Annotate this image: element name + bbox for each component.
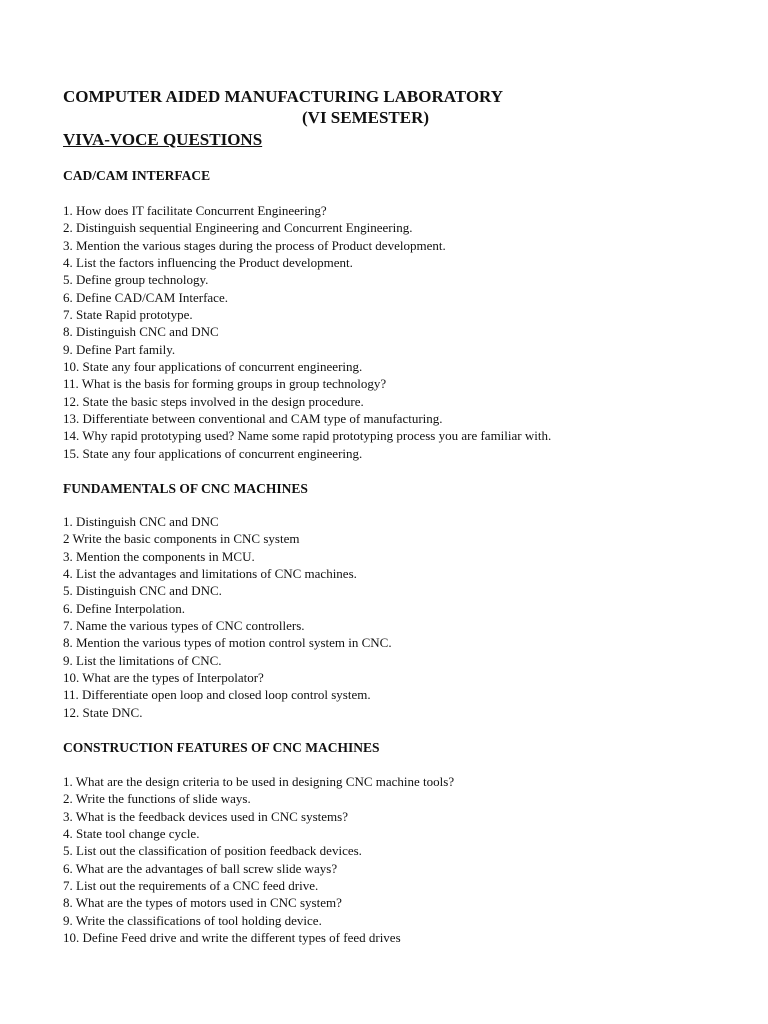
list-item: 8. Distinguish CNC and DNC [63,324,219,340]
list-item: 4. List the factors influencing the Product development. [63,255,353,271]
section-heading-cad-cam-interface: CAD/CAM INTERFACE [63,168,211,183]
list-item: 6. Define CAD/CAM Interface. [63,289,228,305]
list-item: 1. How does IT facilitate Concurrent Engineering? [63,203,327,218]
list-item: 6. What are the advantages of ball screw slide ways? [63,860,338,876]
list-item: 4. List the advantages and limitations of CNC machines. [63,566,357,582]
list-item: 7. List out the requirements of a CNC feed drive. [63,878,319,894]
list-item: 12. State the basic steps involved in the design procedure. [63,393,364,409]
list-item: 7. Name the various types of CNC controllers. [63,618,305,634]
list-item: 12. State DNC. [63,704,143,720]
list-item: 10. Define Feed drive and write the different types of feed drives [63,930,401,946]
list-item: 2. Distinguish sequential Engineering and Concurrent Engineering. [63,220,413,236]
list-item: 8. What are the types of motors used in CNC system? [63,895,342,911]
list-item: 5. Define group technology. [63,272,209,288]
viva-voce-heading: VIVA-VOCE QUESTIONS [63,130,263,149]
list-item: 13. Differentiate between conventional and CAM type of manufacturing. [63,411,443,427]
section-heading-fundamentals-of-cnc: FUNDAMENTALS OF CNC MACHINES [63,481,308,496]
question-list-cad-cam-interface [63,202,551,462]
list-item: 10. State any four applications of concurrent engineering. [63,359,363,375]
list-item: 6. Define Interpolation. [63,600,186,616]
question-list-fundamentals-of-cnc [63,513,392,721]
list-item: 1. Distinguish CNC and DNC [63,514,219,529]
document-title: COMPUTER AIDED MANUFACTURING LABORATORY [63,87,503,106]
list-item: 4. State tool change cycle. [63,826,200,842]
list-item: 3. Mention the various stages during the process of Product development. [63,237,446,253]
list-item: 7. State Rapid prototype. [63,307,193,323]
list-item: 9. List the limitations of CNC. [63,652,222,668]
list-item: 5. Distinguish CNC and DNC. [63,583,222,599]
semester-label: (VI SEMESTER) [302,108,430,127]
list-item: 9. Write the classifications of tool holding device. [63,912,322,928]
list-item: 10. What are the types of Interpolator? [63,670,264,686]
list-item: 3. What is the feedback devices used in CNC systems? [63,808,348,824]
list-item: 3. Mention the components in MCU. [63,548,255,564]
list-item: 8. Mention the various types of motion control system in CNC. [63,635,392,651]
list-item: 11. Differentiate open loop and closed loop control system. [63,687,371,703]
list-item: 15. State any four applications of concurrent engineering. [63,445,363,461]
list-item: 2. Write the functions of slide ways. [63,791,251,807]
list-item: 2 Write the basic components in CNC system [63,531,300,547]
section-heading-construction-features: CONSTRUCTION FEATURES OF CNC MACHINES [63,740,380,755]
list-item: 14. Why rapid prototyping used? Name some rapid prototyping process you are familiar with. [63,428,552,444]
question-list-construction-features [63,773,454,946]
list-item: 11. What is the basis for forming groups in group technology? [63,376,387,392]
list-item: 1. What are the design criteria to be used in designing CNC machine tools? [63,774,455,789]
list-item: 5. List out the classification of position feedback devices. [63,843,362,859]
list-item: 9. Define Part family. [63,341,176,357]
